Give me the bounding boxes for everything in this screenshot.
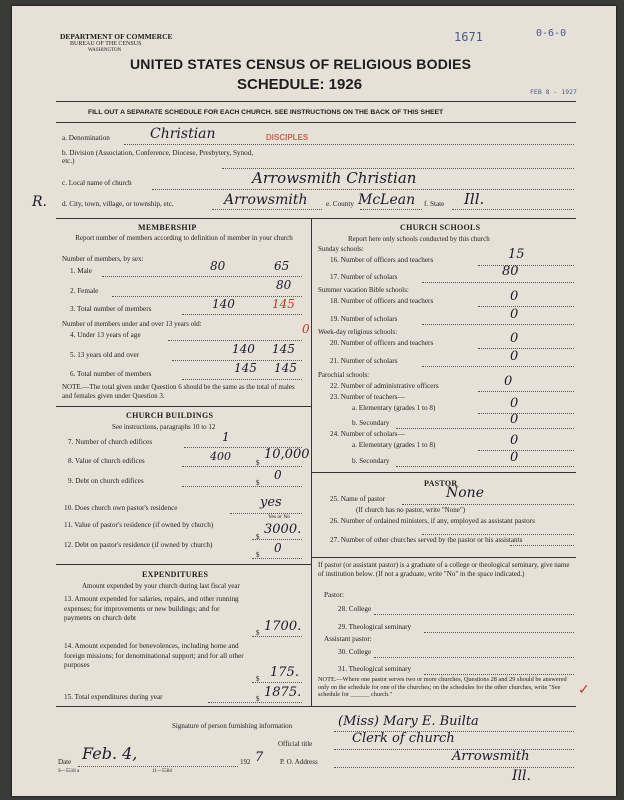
q20-line <box>478 348 574 349</box>
q20-value: 0 <box>510 331 519 346</box>
q27-line <box>510 545 574 546</box>
form-number: S—5518 a <box>58 769 80 774</box>
schedule-number: 1671 <box>454 30 483 44</box>
weekday-label: Week-day religious schools: <box>318 328 398 336</box>
buildings-rule <box>56 564 311 565</box>
q22-line <box>478 391 574 392</box>
q23a-label: a. Elementary (grades 1 to 8) <box>352 404 436 412</box>
county-label: e. County <box>326 200 354 208</box>
po-address-line <box>334 767 574 768</box>
po-address-state: Ill. <box>512 768 531 784</box>
city-line <box>212 209 322 210</box>
po-address-label: P. O. Address <box>280 758 318 766</box>
q27-label: 27. Number of other churches served by the pastor or his assistants <box>330 536 523 544</box>
city-value: Arrowsmith <box>224 192 308 208</box>
date-label: Date <box>58 758 72 766</box>
sunday-label: Sunday schools: <box>318 245 364 253</box>
q30-line <box>374 657 574 658</box>
membership-note: NOTE.—The total given under Question 6 should be the same as the total of males and females given under Question 3. <box>62 383 295 400</box>
q23b-line <box>396 428 574 429</box>
pastor-title: PASTOR <box>424 479 458 488</box>
q10-value: yes <box>260 495 282 510</box>
date-value: Feb. 4, <box>82 744 138 763</box>
received-stamp: FEB 8 - 1927 <box>530 88 577 96</box>
pastor-note: NOTE.—Where one pastor serves two or more churches, Questions 28 and 29 should be answered only on the schedule for one of the churches; on the schedules for the other churches, write "See schedule for ______ church." <box>318 676 567 698</box>
schedule-title: SCHEDULE: 1926 <box>237 76 363 93</box>
q15-line <box>208 702 302 703</box>
q22-value: 0 <box>504 374 513 389</box>
yes-no-hint: Yes or No <box>268 514 291 520</box>
disciples-stamp: DISCIPLES <box>266 133 309 142</box>
q21-label: 21. Number of scholars <box>330 357 398 365</box>
city-label: WASHINGTON <box>88 48 122 53</box>
q16-line <box>478 265 574 266</box>
q9-label: 9. Debt on church edifices <box>68 477 144 485</box>
q28-label: 28. College <box>338 605 372 613</box>
local-name-value: Arrowsmith Christian <box>252 169 417 187</box>
q18-line <box>478 306 574 307</box>
q3-value-a: 140 <box>212 297 235 311</box>
schools-title: CHURCH SCHOOLS <box>400 223 481 232</box>
q21-value: 0 <box>510 349 519 364</box>
q12-label: 12. Debt on pastor's residence (if owned by church) <box>64 541 213 549</box>
q19-line <box>422 324 574 325</box>
column-divider <box>311 218 312 706</box>
q21-line <box>422 366 574 367</box>
q5-label: 5. 13 years old and over <box>70 351 140 359</box>
margin-mark: R. <box>32 194 47 210</box>
signature-value: (Miss) Mary E. Builta <box>338 714 479 729</box>
department-label: DEPARTMENT OF COMMERCE <box>60 32 173 41</box>
q17-value: 80 <box>502 264 519 279</box>
q20-label: 20. Number of officers and teachers <box>330 339 434 347</box>
pastor-sub-label: Pastor: <box>324 591 344 599</box>
denomination-label: a. Denomination <box>62 134 110 142</box>
q8-value: 10,000 <box>264 447 310 462</box>
q25-label: 25. Name of pastor <box>330 495 386 503</box>
q7-label: 7. Number of church edifices <box>68 438 153 446</box>
denomination-value: Christian <box>150 126 216 142</box>
q8-dollar: $ <box>256 459 260 467</box>
q25-note: (If church has no pastor, write "None") <box>356 506 466 514</box>
q29-line <box>424 632 574 633</box>
q24b-value: 0 <box>510 450 519 465</box>
form-number-2: 11—5584 <box>152 769 172 774</box>
q24b-label: b. Secondary <box>352 457 390 465</box>
q30-label: 30. College <box>338 648 372 656</box>
q24a-value: 0 <box>510 433 519 448</box>
q28-line <box>374 614 574 615</box>
q12-value: 0 <box>274 541 282 555</box>
state-label: f. State <box>424 200 445 208</box>
q13-value: 1700. <box>264 619 302 634</box>
q26-line <box>422 534 574 535</box>
buildings-title: CHURCH BUILDINGS <box>126 411 214 420</box>
q19-label: 19. Number of scholars <box>330 315 398 323</box>
q13-label: 13. Amount expended for salaries, repairs, and other running expenses; for improvements or new buildings; and for payments on church debt <box>64 595 239 622</box>
q8-label: 8. Value of church edifices <box>68 457 145 465</box>
q1-value-b: 65 <box>274 259 290 273</box>
q3-label: 3. Total number of members <box>70 305 152 313</box>
asst-pastor-label: Assistant pastor: <box>324 635 372 643</box>
q16-value: 15 <box>508 247 525 262</box>
q15-dollar: $ <box>256 695 260 703</box>
q8-value-a: 400 <box>210 450 231 463</box>
expenditures-sub: Amount expended by your church during last fiscal year <box>82 582 240 590</box>
q4-value-b: 0 <box>302 322 310 336</box>
q4-label: 4. Under 13 years of age <box>70 331 141 339</box>
bureau-label: BUREAU OF THE CENSUS <box>70 41 142 47</box>
instruction-rule <box>56 122 576 123</box>
q6-value-a: 145 <box>234 361 257 375</box>
q2-value-b: 80 <box>276 278 292 292</box>
q9-value: 0 <box>274 468 282 482</box>
over13-label: Number of members under and over 13 years old: <box>62 320 202 328</box>
parochial-label: Parochial schools: <box>318 371 370 379</box>
membership-rule <box>56 406 311 407</box>
q24a-line <box>478 450 574 451</box>
q10-line <box>230 513 302 514</box>
q31-line <box>424 674 574 675</box>
membership-intro: Report number of members according to definition of member in your church <box>75 234 293 242</box>
q16-label: 16. Number of officers and teachers <box>330 256 434 264</box>
form-title: UNITED STATES CENSUS OF RELIGIOUS BODIES <box>130 56 472 72</box>
instruction-text: FILL OUT A SEPARATE SCHEDULE FOR EACH CHURCH. SEE INSTRUCTIONS ON THE BACK OF THIS SHEET <box>88 109 444 116</box>
q1-line <box>102 276 302 277</box>
po-address-value: Arrowsmith <box>452 749 530 764</box>
q4-line <box>168 340 302 341</box>
membership-title: MEMBERSHIP <box>138 223 197 232</box>
city-town-label: d. City, town, village, or township, etc. <box>62 200 174 208</box>
buildings-sub: See instructions, paragraphs 10 to 12 <box>112 423 216 431</box>
q11-label: 11. Value of pastor's residence (if owned by church) <box>64 521 214 529</box>
q26-label: 26. Number of ordained ministers, if any, employed as assistant pastors <box>330 517 535 525</box>
county-line <box>360 209 422 210</box>
check-mark: ✓ <box>578 683 590 698</box>
date-line <box>78 766 238 767</box>
by-sex-label: Number of members, by sex: <box>62 255 144 263</box>
q31-label: 31. Theological seminary <box>338 665 412 673</box>
division-label: b. Division (Association, Conference, Diocese, Presbytery, Synod, etc.) <box>62 149 254 165</box>
signature-label: Signature of person furnishing information <box>172 722 293 730</box>
state-value: Ill. <box>464 190 485 208</box>
q9-line <box>182 486 302 487</box>
state-line <box>452 209 574 210</box>
q15-label: 15. Total expenditures during year <box>64 693 163 701</box>
code-stamp: 0-6-0 <box>536 28 567 39</box>
q3-line <box>182 314 302 315</box>
q23a-line <box>478 413 574 414</box>
q17-label: 17. Number of scholars <box>330 273 398 281</box>
q14-label: 14. Amount expended for benevolences, including home and foreign missions; for denominational support; and for all other purposes <box>64 642 244 669</box>
summer-label: Summer vacation Bible schools: <box>318 286 409 294</box>
local-name-line <box>152 189 574 190</box>
q15-value: 1875. <box>264 685 302 700</box>
q10-label: 10. Does church own pastor's residence <box>64 504 178 512</box>
q14-dollar: $ <box>256 675 260 683</box>
q5-value-b: 145 <box>272 342 295 356</box>
q25-line <box>402 504 574 505</box>
schools-intro: Report here only schools conducted by this church <box>348 235 490 243</box>
q23-label: 23. Number of teachers— <box>330 393 405 401</box>
q7-value: 1 <box>222 430 230 444</box>
year-prefix: 192 <box>240 758 251 766</box>
q9-dollar: $ <box>256 479 260 487</box>
q18-label: 18. Number of officers and teachers <box>330 297 434 305</box>
q23b-label: b. Secondary <box>352 419 390 427</box>
q11-dollar: $ <box>256 533 260 541</box>
q24-label: 24. Number of scholars— <box>330 430 405 438</box>
county-value: McLean <box>358 192 416 208</box>
year-value: 7 <box>255 750 264 765</box>
q25-value: None <box>446 485 484 501</box>
q6-line <box>182 379 302 380</box>
q2-label: 2. Female <box>70 287 99 295</box>
header-rule <box>56 101 576 102</box>
pastor-rule <box>311 557 576 558</box>
official-title-label: Official title <box>278 740 313 748</box>
q29-label: 29. Theological seminary <box>338 623 412 631</box>
q11-value: 3000. <box>264 522 302 537</box>
denomination-line <box>124 144 574 145</box>
q1-value-a: 80 <box>210 259 226 273</box>
q6-value-b: 145 <box>274 361 297 375</box>
q17-line <box>422 282 574 283</box>
q23a-value: 0 <box>510 396 519 411</box>
q19-value: 0 <box>510 307 519 322</box>
q14-value: 175. <box>270 665 299 680</box>
local-name-label: c. Local name of church <box>62 179 132 187</box>
q18-value: 0 <box>510 289 519 304</box>
schools-rule <box>311 472 576 473</box>
college-note: If pastor (or assistant pastor) is a graduate of a college or theological seminary, give name of institution below. (If not a graduate, write "No" in the space indicated.) <box>318 561 570 578</box>
q13-dollar: $ <box>256 629 260 637</box>
census-schedule-page <box>12 6 616 796</box>
body-bottom-rule <box>56 706 576 707</box>
q23b-value: 0 <box>510 412 519 427</box>
q8-line <box>182 466 302 467</box>
q5-value-a: 140 <box>232 342 255 356</box>
q24b-line <box>396 466 574 467</box>
q1-label: 1. Male <box>70 267 92 275</box>
expenditures-title: EXPENDITURES <box>142 570 209 579</box>
top-section-rule <box>56 218 576 219</box>
q24a-label: a. Elementary (grades 1 to 8) <box>352 441 436 449</box>
q3-value-b: 145 <box>272 297 295 311</box>
q6-label: 6. Total number of members <box>70 370 152 378</box>
q22-label: 22. Number of administrative officers <box>330 382 439 390</box>
official-title-value: Clerk of church <box>352 731 455 746</box>
q12-dollar: $ <box>256 551 260 559</box>
